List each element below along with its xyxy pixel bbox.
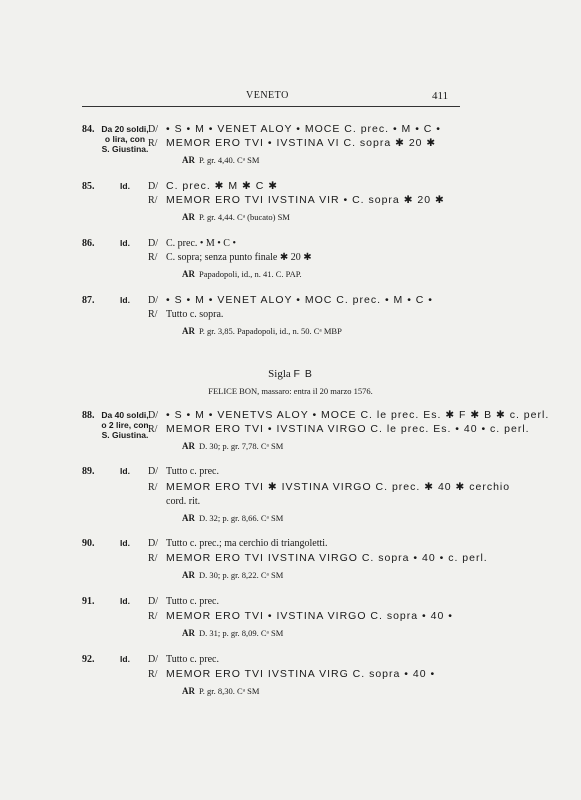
silver-mark: AR: [182, 570, 195, 580]
reverse-mark: R/: [148, 195, 158, 206]
obverse-mark: D/: [148, 238, 158, 249]
silver-mark: AR: [182, 628, 195, 638]
running-head: VENETO: [246, 90, 289, 101]
obverse-text: • S • M • VENET ALOY • MOC C. prec. • M • C •: [166, 294, 433, 306]
denomination: Id.: [120, 654, 130, 664]
silver-mark: AR: [182, 212, 195, 222]
metadata-text: P. gr. 3,85. Papadopoli, id., n. 50. Cᵃ MBP: [199, 326, 342, 336]
entry-number: 92.: [82, 654, 95, 665]
silver-mark: AR: [182, 269, 195, 279]
header-rule: [82, 106, 460, 107]
entry-number: 88.: [82, 410, 95, 421]
denomination: Id.: [120, 596, 130, 606]
silver-mark: AR: [182, 155, 195, 165]
reverse-text: C. sopra; senza punto finale ✱ 20 ✱: [166, 252, 312, 263]
silver-mark: AR: [182, 441, 195, 451]
silver-mark: AR: [182, 513, 195, 523]
reverse-mark: R/: [148, 611, 158, 622]
reverse-text: MEMOR ERO TVI IVSTINA VIRG C. sopra • 40 •: [166, 668, 436, 680]
coin-metadata: [182, 686, 259, 697]
denomination: Id.: [120, 538, 130, 548]
obverse-text: • S • M • VENET ALOY • MOCE C. prec. • M • C •: [166, 123, 441, 135]
reverse-text: Tutto c. sopra.: [166, 309, 224, 320]
coin-metadata: [182, 326, 342, 337]
reverse-text: MEMOR ERO TVI • IVSTINA VI C. sopra ✱ 20 ✱: [166, 137, 437, 149]
reverse-text: MEMOR ERO TVI ✱ IVSTINA VIRGO C. prec. ✱ 40 ✱ cerchio: [166, 481, 511, 493]
denomination: Id.: [120, 181, 130, 191]
obverse-mark: D/: [148, 538, 158, 549]
entry-number: 84.: [82, 124, 95, 135]
coin-metadata: [182, 513, 283, 524]
obverse-text: Tutto c. prec.: [166, 654, 219, 665]
reverse-mark: R/: [148, 553, 158, 564]
reverse-mark: R/: [148, 482, 158, 493]
reverse-mark: R/: [148, 252, 158, 263]
entry-number: 91.: [82, 596, 95, 607]
obverse-text: Tutto c. prec.; ma cerchio di triangoletti.: [166, 538, 328, 549]
entry-number: 90.: [82, 538, 95, 549]
denomination: Da 40 soldi, o 2 lire, con S. Giustina.: [101, 410, 149, 440]
reverse-text: MEMOR ERO TVI IVSTINA VIR • C. sopra ✱ 20 ✱: [166, 194, 445, 206]
denomination: Id.: [120, 238, 130, 248]
reverse-text-continued: cord. rit.: [166, 496, 201, 507]
obverse-text: • S • M • VENETVS ALOY • MOCE C. le prec. Es. ✱ F ✱ B ✱ c. perl.: [166, 409, 550, 421]
reverse-text: MEMOR ERO TVI • IVSTINA VIRGO C. le prec. Es. • 40 • c. perl.: [166, 423, 530, 435]
reverse-mark: R/: [148, 309, 158, 320]
entry-number: 86.: [82, 238, 95, 249]
obverse-mark: D/: [148, 410, 158, 421]
section-sigla: F B: [293, 368, 313, 380]
obverse-mark: D/: [148, 295, 158, 306]
obverse-mark: D/: [148, 654, 158, 665]
metadata-text: D. 31; p. gr. 8,09. Cᵃ SM: [199, 628, 284, 638]
coin-metadata: [182, 441, 283, 452]
metadata-text: P. gr. 4,40. Cᵃ SM: [199, 155, 260, 165]
section-label: Sigla: [268, 368, 291, 380]
reverse-mark: R/: [148, 669, 158, 680]
coin-metadata: [182, 628, 283, 639]
denomination: Da 20 soldi, o lira, con S. Giustina.: [101, 124, 149, 154]
silver-mark: AR: [182, 326, 195, 336]
entry-number: 89.: [82, 466, 95, 477]
denomination: Id.: [120, 295, 130, 305]
obverse-text: Tutto c. prec.: [166, 596, 219, 607]
section-title: [0, 368, 581, 380]
metadata-text: P. gr. 8,30. Cᵃ SM: [199, 686, 260, 696]
coin-metadata: [182, 570, 283, 581]
denomination: Id.: [120, 466, 130, 476]
entry-number: 85.: [82, 181, 95, 192]
obverse-text: C. prec. ✱ M ✱ C ✱: [166, 180, 279, 192]
entry-number: 87.: [82, 295, 95, 306]
reverse-text: MEMOR ERO TVI IVSTINA VIRGO C. sopra • 40 • c. perl.: [166, 552, 488, 564]
reverse-mark: R/: [148, 424, 158, 435]
obverse-mark: D/: [148, 596, 158, 607]
coin-metadata: [182, 269, 302, 280]
coin-metadata: [182, 212, 290, 223]
page-number: 411: [432, 90, 449, 102]
metadata-text: Papadopoli, id., n. 41. C. PAP.: [199, 269, 302, 279]
section-subtitle: FELICE BON, massaro: entra il 20 marzo 1576.: [208, 386, 373, 396]
reverse-text: MEMOR ERO TVI • IVSTINA VIRGO C. sopra • 40 •: [166, 610, 453, 622]
obverse-text: C. prec. • M • C •: [166, 238, 236, 249]
metadata-text: D. 30; p. gr. 7,78. Cᵃ SM: [199, 441, 284, 451]
metadata-text: P. gr. 4,44. Cᵃ (bucato) SM: [199, 212, 290, 222]
metadata-text: D. 32; p. gr. 8,66. Cᵃ SM: [199, 513, 284, 523]
obverse-text: Tutto c. prec.: [166, 466, 219, 477]
obverse-mark: D/: [148, 124, 158, 135]
reverse-mark: R/: [148, 138, 158, 149]
metadata-text: D. 30; p. gr. 8,22. Cᵃ SM: [199, 570, 284, 580]
obverse-mark: D/: [148, 466, 158, 477]
obverse-mark: D/: [148, 181, 158, 192]
coin-metadata: [182, 155, 259, 166]
silver-mark: AR: [182, 686, 195, 696]
